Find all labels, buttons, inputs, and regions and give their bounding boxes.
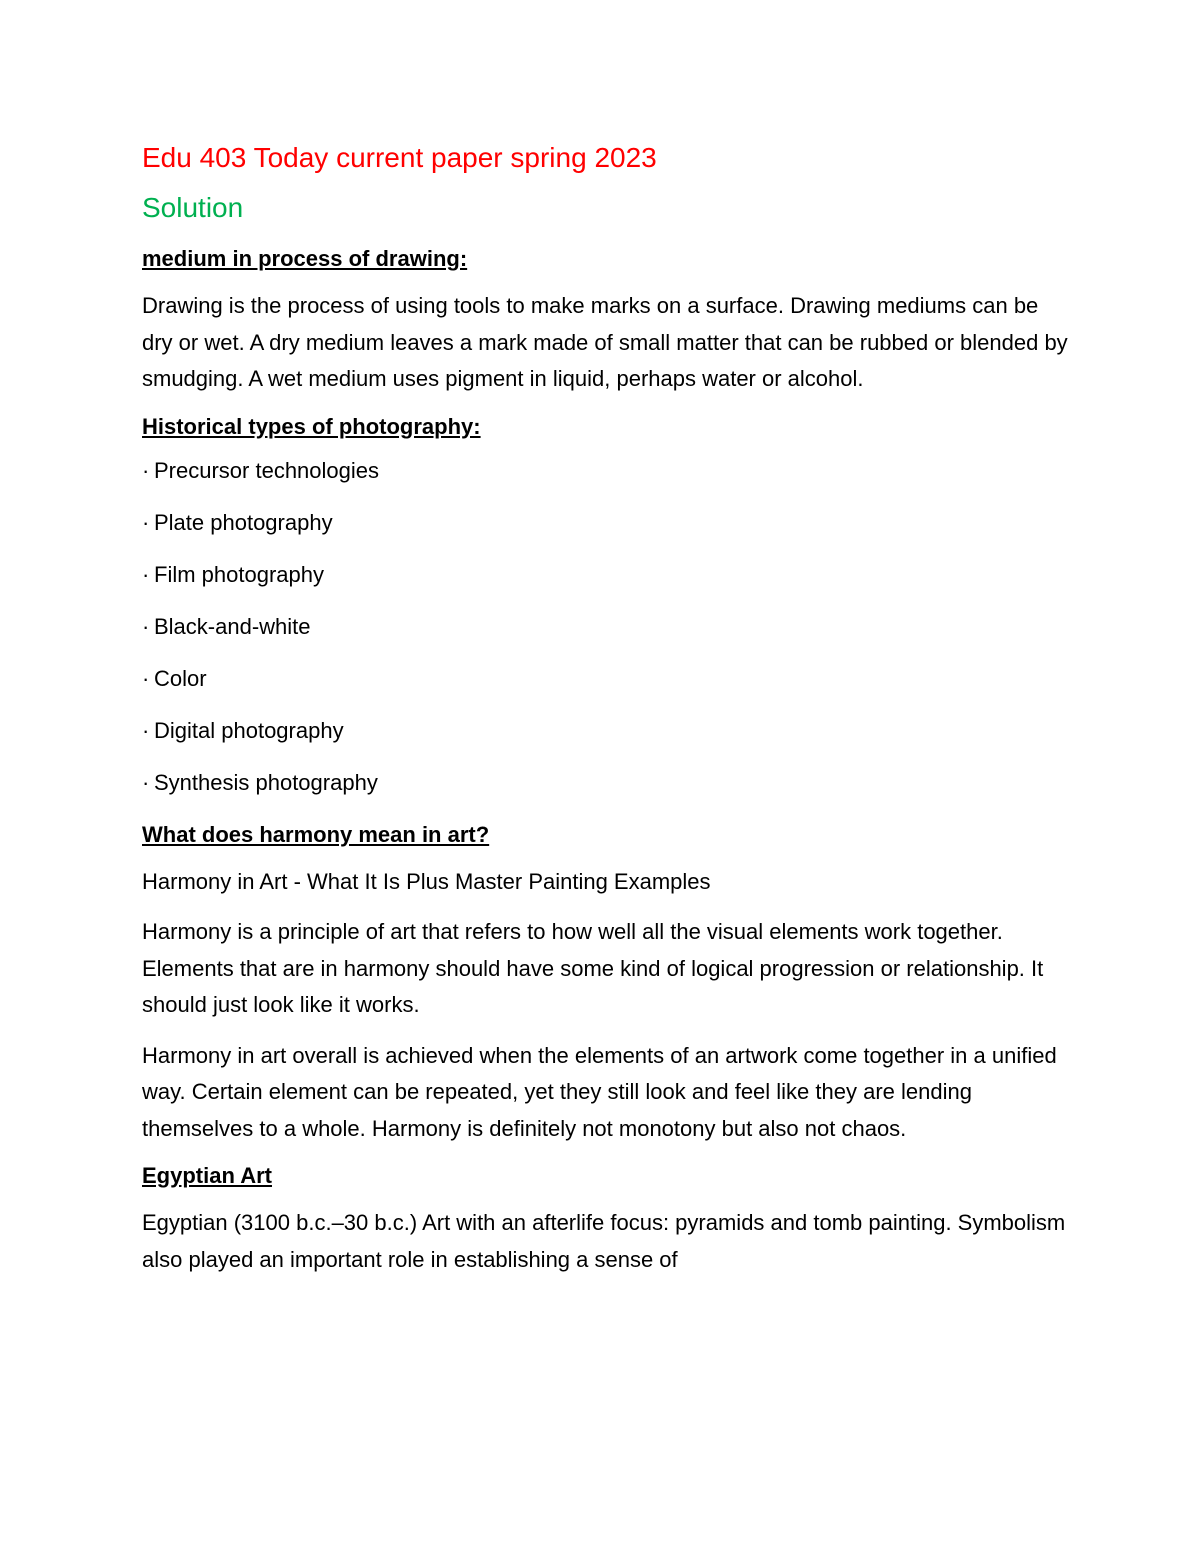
list-item [142, 560, 1072, 590]
list-item [142, 664, 1072, 694]
document-subtitle: Solution [142, 192, 244, 223]
bullet-icon: · [142, 665, 150, 691]
document-page [142, 140, 1072, 1292]
list-item [142, 768, 1072, 798]
list-item-label: Synthesis photography [154, 769, 378, 795]
list-item-label: Film photography [154, 561, 324, 587]
list-item [142, 456, 1072, 486]
document-title: Edu 403 Today current paper spring 2023 [142, 142, 657, 173]
section-heading-drawing-medium: medium in process of drawing: [142, 246, 468, 271]
paragraph-harmony-definition: Harmony is a principle of art that refers to how well all the visual elements work together. Elements that are in harmony should have some kind of logical progression or relationship. It should just look like it works. [142, 919, 1044, 1017]
section-heading-harmony: What does harmony mean in art? [142, 821, 490, 847]
list-item-label: Color [154, 665, 207, 691]
section-heading-photography-types: Historical types of photography: [142, 413, 481, 439]
section-heading-egyptian-art: Egyptian Art [142, 1163, 272, 1188]
bullet-icon: · [142, 717, 150, 743]
list-item-label: Plate photography [154, 509, 333, 535]
list-item [142, 716, 1072, 746]
bullet-icon: · [142, 509, 150, 535]
paragraph-egyptian-art: Egyptian (3100 b.c.–30 b.c.) Art with an afterlife focus: pyramids and tomb painting. Symbolism also played an important role in establishing a sense of [142, 1210, 1066, 1272]
paragraph-harmony-overall: Harmony in art overall is achieved when the elements of an artwork come together in a unified way. Certain element can be repeated, yet they still look and feel like they are lending themselves to a whole. Harmony is definitely not monotony but also not chaos. [142, 1042, 1057, 1141]
list-item-label: Digital photography [154, 717, 344, 743]
paragraph-drawing-medium: Drawing is the process of using tools to make marks on a surface. Drawing mediums can be dry or wet. A dry medium leaves a mark made of small matter that can be rubbed or blended by smudging. A wet medium uses pigment in liquid, perhaps water or alcohol. [142, 293, 1068, 391]
list-item [142, 612, 1072, 642]
bullet-icon: · [142, 457, 150, 483]
bullet-icon: · [142, 769, 150, 795]
list-item-label: Black-and-white [154, 613, 311, 639]
bullet-icon: · [142, 561, 150, 587]
paragraph-harmony-subheading: Harmony in Art - What It Is Plus Master Painting Examples [142, 868, 711, 894]
list-item-label: Precursor technologies [154, 457, 380, 483]
photography-types-list [142, 456, 1072, 798]
list-item [142, 508, 1072, 538]
bullet-icon: · [142, 613, 150, 639]
